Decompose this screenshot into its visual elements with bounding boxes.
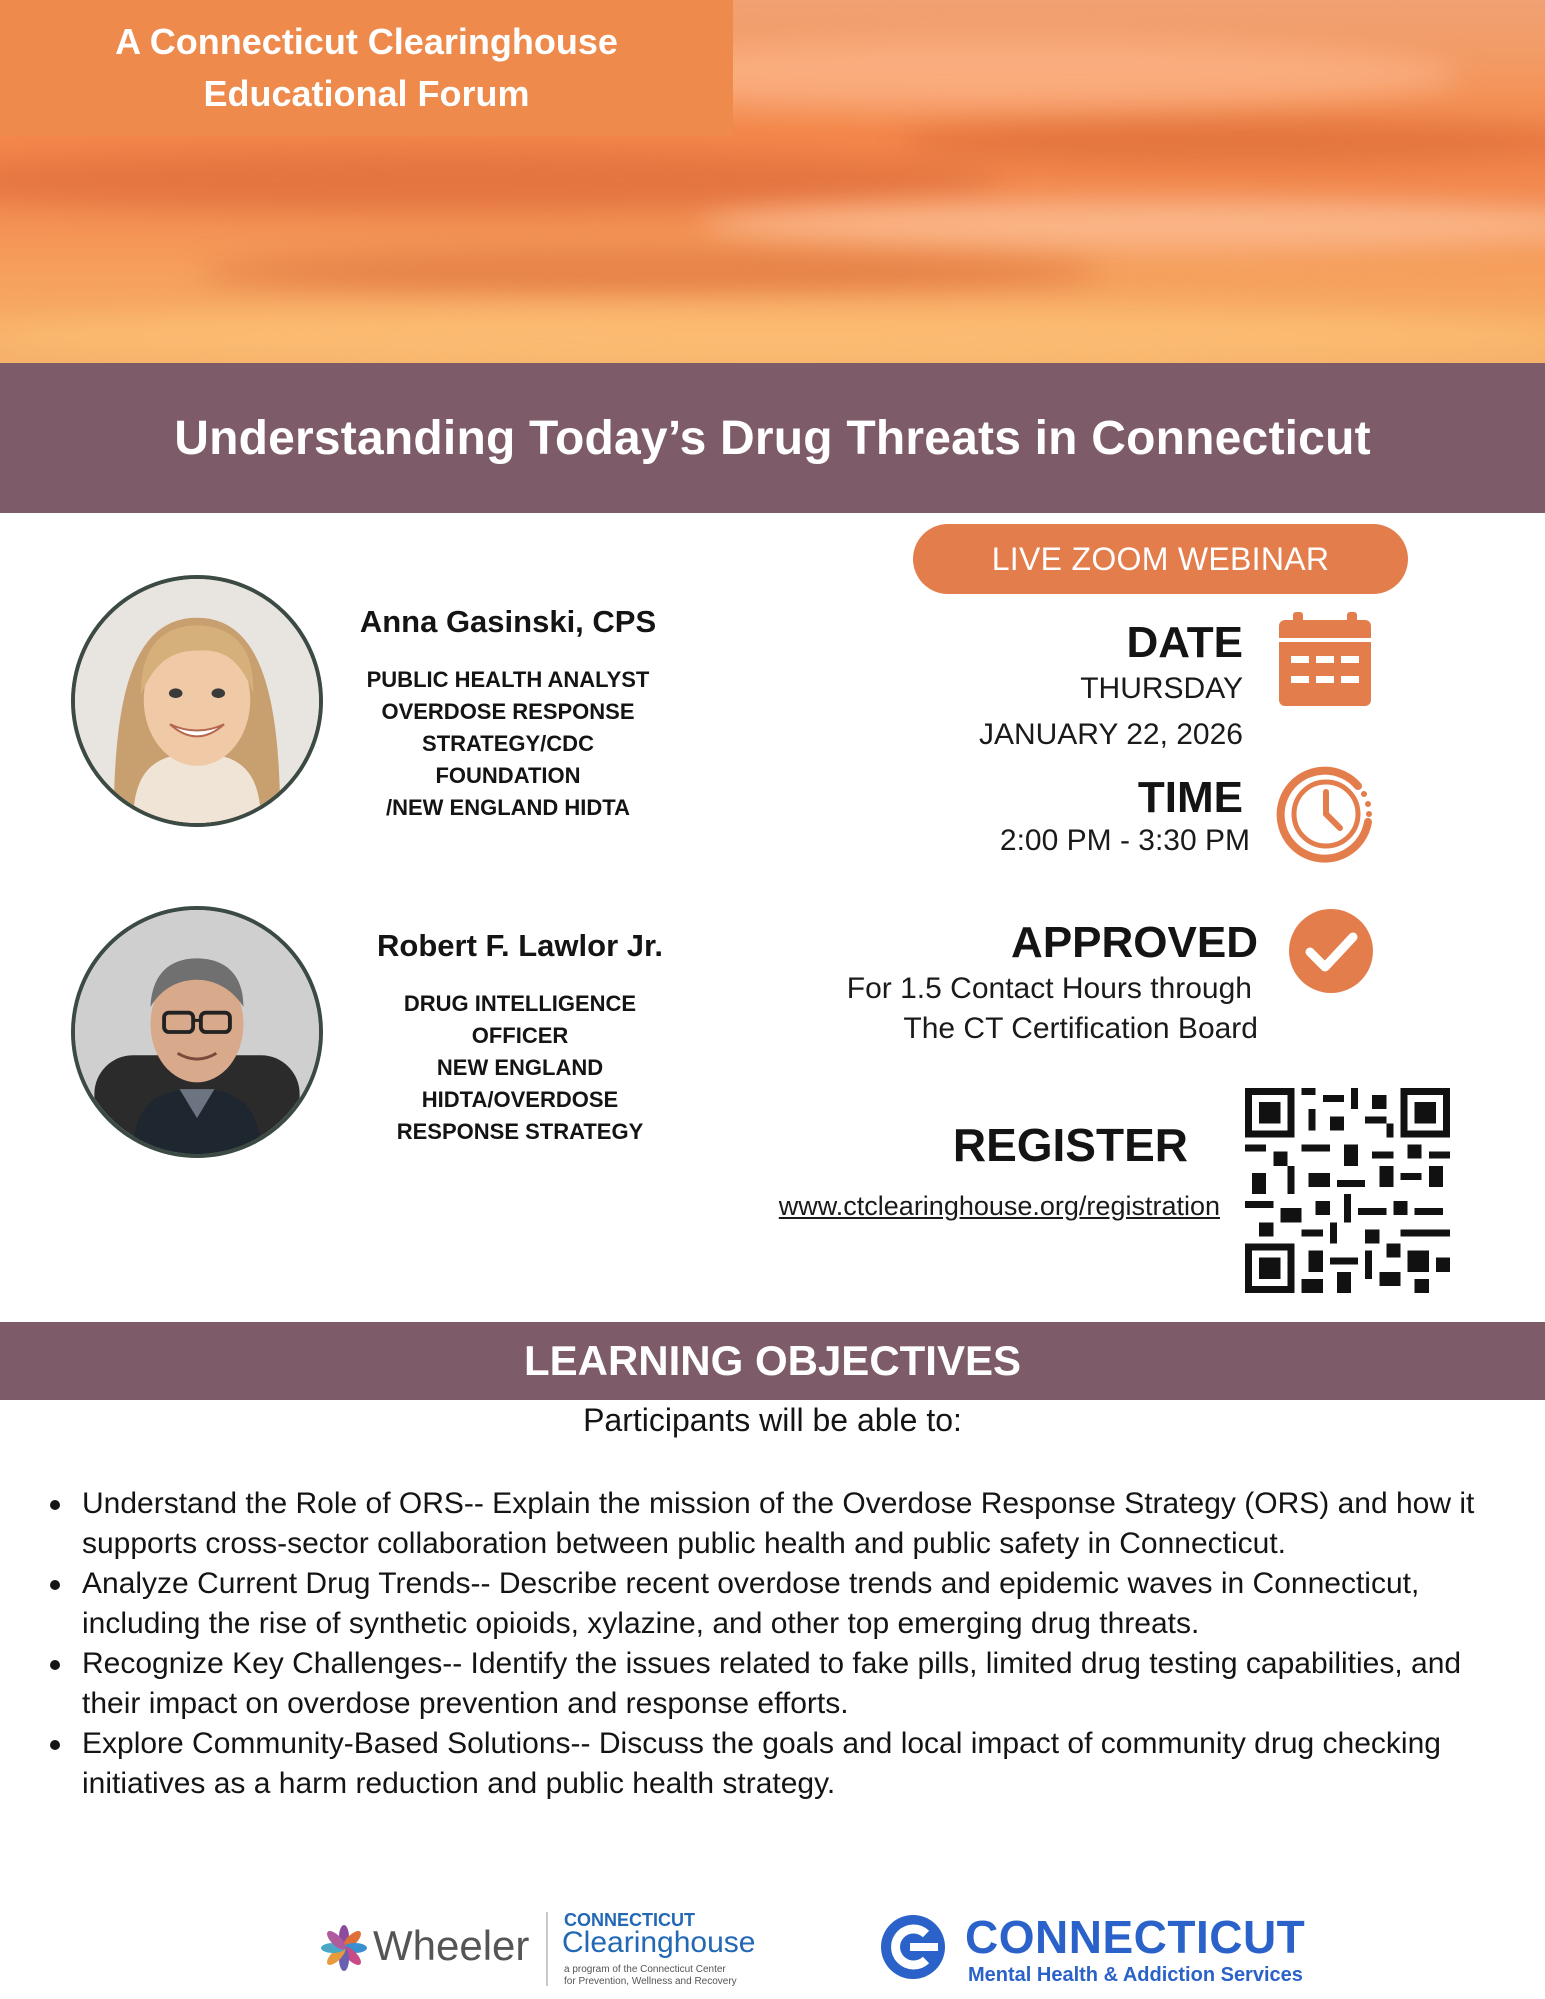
- title-band: [0, 363, 1545, 513]
- checkmark-icon: [1288, 908, 1374, 994]
- list-item: Understand the Role of ORS-- Explain the mission of the Overdose Response Strategy (ORS) and how it supports cross-sector collaboration between public health and public safety in Connecticut.: [50, 1484, 1520, 1564]
- list-item: Analyze Current Drug Trends-- Describe recent overdose trends and epidemic waves in Connecticut, including the rise of synthetic opioids, xylazine, and other top emerging drug threats.: [50, 1564, 1520, 1644]
- qr-code-icon[interactable]: [1245, 1088, 1450, 1293]
- approved-line-2: The CT Certification Board: [903, 1012, 1258, 1045]
- wheeler-flower-icon: [320, 1924, 368, 1972]
- approved-line-1: For 1.5 Contact Hours through: [846, 972, 1252, 1005]
- clearinghouse-top: CONNECTICUT: [564, 1910, 695, 1930]
- date-label: DATE: [1126, 618, 1243, 667]
- list-item: Recognize Key Challenges-- Identify the issues related to fake pills, limited drug testing capabilities, and their impact on overdose prevention and response efforts.: [50, 1644, 1520, 1724]
- wheeler-wordmark: Wheeler: [373, 1922, 530, 1969]
- speaker-photo-anna: [71, 575, 323, 827]
- time-value: 2:00 PM - 3:30 PM: [999, 824, 1250, 857]
- objectives-band: [0, 1322, 1545, 1400]
- clearinghouse-wordmark: Clearinghouse: [562, 1926, 756, 1959]
- page-title: Understanding Today’s Drug Threats in Connecticut: [174, 411, 1371, 465]
- forum-label-box: [0, 0, 733, 136]
- speaker-name-anna: Anna Gasinski, CPS: [359, 604, 657, 639]
- dmhas-wordmark: CONNECTICUT: [965, 1911, 1306, 1963]
- forum-line-1: A Connecticut Clearinghouse: [115, 21, 618, 62]
- date-day: THURSDAY: [1080, 672, 1243, 705]
- clearinghouse-sub-2: for Prevention, Wellness and Recovery: [564, 1976, 737, 1987]
- speaker-role-robert: DRUG INTELLIGENCE OFFICER NEW ENGLAND HIDTA/OVERDOSE RESPONSE STRATEGY: [396, 991, 644, 1144]
- speaker-name-robert: Robert F. Lawlor Jr.: [377, 928, 663, 963]
- registration-link[interactable]: www.ctclearinghouse.org/registration: [778, 1191, 1220, 1221]
- clock-icon: [1276, 764, 1376, 864]
- dmhas-c-icon: [880, 1914, 946, 1980]
- list-item: Explore Community-Based Solutions-- Discuss the goals and local impact of community drug checking initiatives as a harm reduction and public health strategy.: [50, 1724, 1520, 1804]
- calendar-icon: [1275, 612, 1375, 712]
- forum-line-2: Educational Forum: [203, 73, 530, 114]
- speaker-photo-robert: [71, 906, 323, 1158]
- live-zoom-webinar-badge: LIVE ZOOM WEBINAR: [913, 524, 1408, 594]
- register-label: REGISTER: [952, 1119, 1188, 1171]
- wheeler-clearinghouse-logo: [318, 1908, 768, 1990]
- clearinghouse-sub-1: a program of the Connecticut Center: [564, 1964, 726, 1975]
- approved-label: APPROVED: [1011, 918, 1258, 967]
- speaker-role-anna: PUBLIC HEALTH ANALYST OVERDOSE RESPONSE STRATEGY/CDC FOUNDATION /NEW ENGLAND HIDTA: [366, 667, 650, 820]
- time-label: TIME: [1137, 773, 1243, 822]
- objectives-heading: LEARNING OBJECTIVES: [523, 1337, 1022, 1384]
- objectives-intro: Participants will be able to:: [583, 1402, 962, 1438]
- dmhas-logo: [880, 1910, 1350, 1992]
- objectives-list: [50, 1484, 1520, 1804]
- date-full: JANUARY 22, 2026: [978, 718, 1243, 751]
- dmhas-subtitle: Mental Health & Addiction Services: [968, 1964, 1303, 1986]
